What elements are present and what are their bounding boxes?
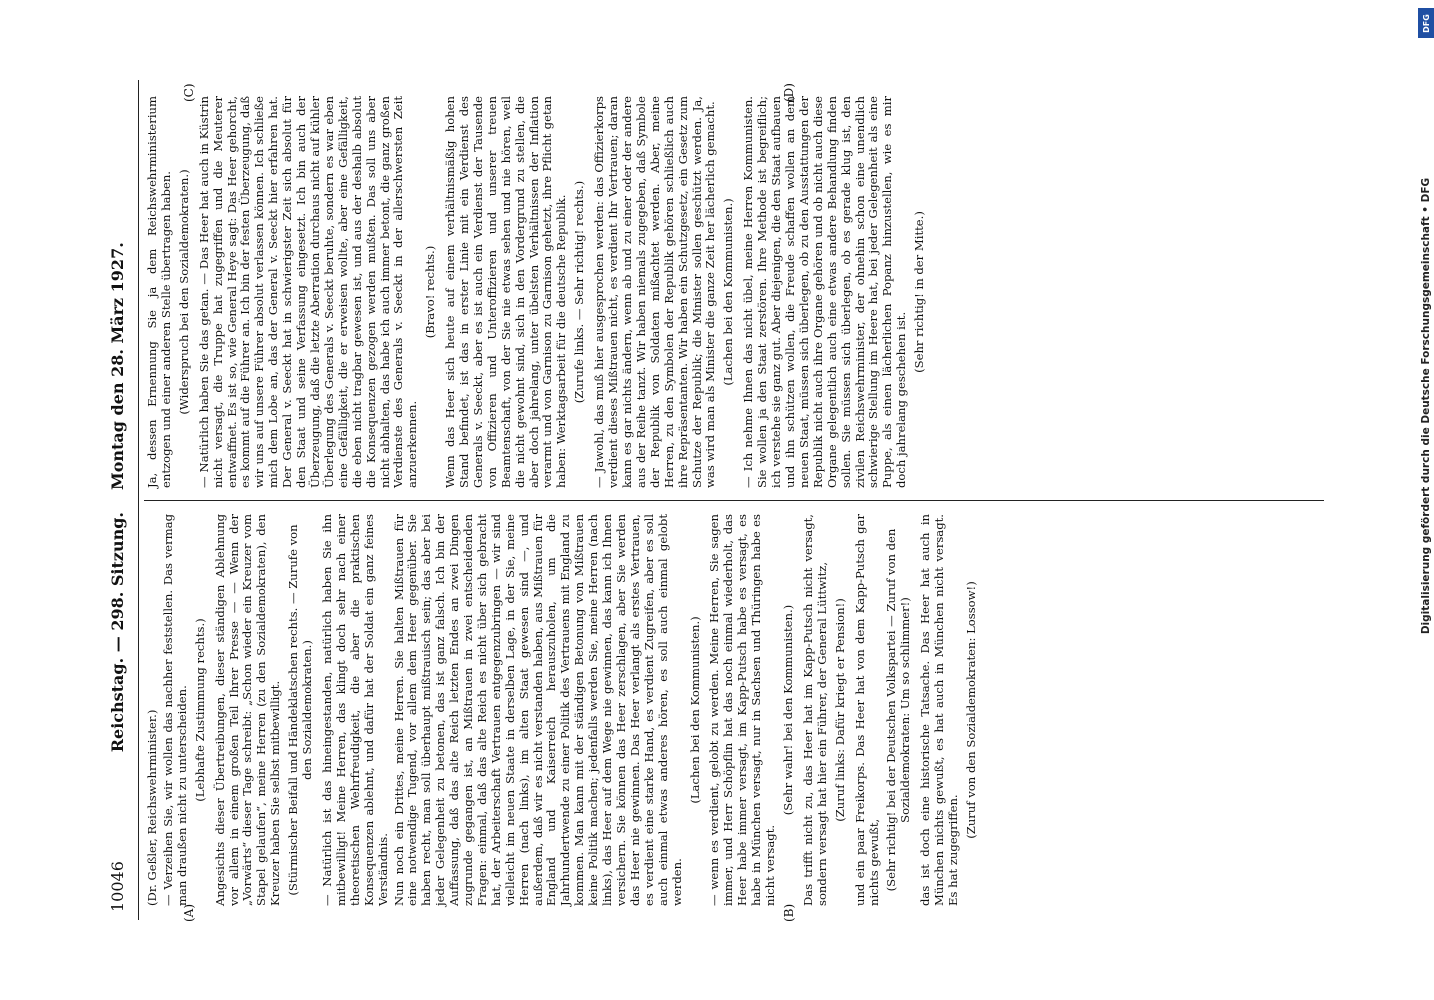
paragraph: Angesichts dieser Übertreibungen, dieser ständigen Ablehnung vor allem in einem großen Teil Ihrer Presse — — Wenn der „Vorwärts“ dieser Tage schreibt: „Schon wieder ein Kreuzer vom Stapel gelaufen“, meine Herren (zu den Sozialdemokraten), den Kreuzer haben Sie selbst mitbewilligt. xyxy=(212,514,283,906)
paragraph: — Natürlich ist das hineingestanden, natürlich haben Sie ihn mitbewilligt! Meine Herren, das klingt doch sehr nach einer theoretischen Wehrfreudigkeit, die aber die praktischen Konsequenzen ablehnt, und dafür hat der Soldat ein ganz feines Verständnis. xyxy=(319,514,390,906)
interjection: (Sehr wahr! bei den Kommunisten.) xyxy=(780,604,795,816)
interjection: (Lebhafte Zustimmung rechts.) xyxy=(192,618,207,802)
interjection: (Zuruf von den Sozialdemokraten: Lossow!) xyxy=(963,581,978,839)
right-column xyxy=(146,96,933,488)
header-rule xyxy=(138,80,139,920)
margin-mark-a: (A) xyxy=(182,903,196,922)
paragraph: Ja, dessen Ernennung Sie ja dem Reichswehrministerium entzogen und einer anderen Stelle übertragen haben. xyxy=(145,96,173,488)
interjection: (Widerspruch bei den Sozialdemokraten.) xyxy=(176,169,191,415)
interjection: (Lachen bei den Kommunisten.) xyxy=(721,198,736,386)
interjection: (Stürmischer Beifall und Händeklatschen rechts. — Zurufe von den Sozialdemokraten.) xyxy=(286,524,315,896)
margin-mark-b: (B) xyxy=(782,903,796,922)
interjection: (Sehr richtig! in der Mitte.) xyxy=(912,211,927,373)
paragraph: — Jawohl, das muß hier ausgesprochen werden: das Offizierkorps verdient dieses Mißtrauen nicht, es verdient Ihr Vertrauen; daran kann es gar nichts ändern, wenn ab und zu einer oder der andere aus der Reihe tanzt. Wir haben niemals zugegeben, daß Symbole der Republik von Soldaten mißachtet werden. Aber, meine Herren, zu den Symbolen der Republik gehören schließlich auch ihre Repräsentanten. Wir haben ein Schutzgesetz, ein Gesetz zum Schutze der Republik; die Minister sollen geschützt werden. Ja, was wird man als Minister die ganze Zeit her lächerlich gemacht. xyxy=(592,96,718,488)
margin-mark-c: (C) xyxy=(182,83,196,102)
page-number: 10046 xyxy=(108,861,127,912)
paragraph: — Natürlich haben Sie das getan. — Das Heer hat auch in Küstrin nicht versagt, die Truppe hat zugegriffen und die Meuterer entwaffnet. Es ist so, wie General Heye sagt: Das Heer gehorcht, es kommt auf die Führer an. Ich bin der festen Überzeugung, daß wir uns auf unsere Führer absolut verlassen können. Ich schließe mich dem Lobe an, das der General v. Seeckt hier erfahren hat. Der General v. Seeckt hat in schwierigster Zeit sich absolut für den Staat und seine Verfassung eingesetzt. Ich bin auch der Überzeugung, daß die letzte Aberration durchaus nicht auf kühler Überlegung des Generals v. Seeckt beruhte, sondern es war eben eine Gefälligkeit, die er erweisen wollte, aber eine Gefälligkeit, die eben nicht tragbar gewesen ist, und aus der deshalb absolut die Konsequenzen gezogen werden mußten. Das soll uns aber nicht abhalten, das habe ich auch immer betont, die ganz großen Verdienste des Generals v. Seeckt in der allerschwersten Zeit anzuerkennen. xyxy=(196,96,420,488)
left-column xyxy=(146,514,985,906)
page-header xyxy=(102,80,142,920)
paragraph: Das trifft nicht zu, das Heer hat im Kapp-Putsch nicht versagt, sondern versagt hat hier ein Führer, der General Lüttwitz, xyxy=(800,514,829,906)
interjection: (Zuruf links: Dafür kriegt er Pension!) xyxy=(832,598,847,822)
paragraph: — Ich nehme Ihnen das nicht übel, meine Herren Kommunisten. Sie wollen ja den Staat zerstören. Ihre Methode ist begreiflich; ich verstehe sie ganz gut. Aber diejenigen, die den Staat aufbauen und ihn schützen wollen, die Freude schaffen wollen an dem neuen Staat, müssen sich überlegen, ob zu den Ausstattungen der Republik nicht auch ihre Organe gehören und ob nicht auch diese Organe gelegentlich auch eine etwas andere Behandlung finden sollen. Sie müssen sich überlegen, ob es gerade klug ist, den zivilen Reichswehrminister, der ohnehin schon eine unendlich schwierige Stellung im Heere hat, bei jeder Gelegenheit als eine Puppe, als einen lächerlichen Popanz hinzustellen, wie es mir doch jahrelang geschehen ist. xyxy=(741,96,909,488)
interjection: (Lachen bei den Kommunisten.) xyxy=(687,616,702,804)
attribution-text: Digitalisierung gefördert durch die Deutsche Forschungsgemeinschaft • DFG xyxy=(1420,177,1432,635)
paragraph: (Dr. Geßler, Reichswehrminister.) xyxy=(145,709,159,906)
paragraph: und ein paar Freikorps. Das Heer hat von dem Kapp-Putsch gar nichts gewußt, xyxy=(852,514,881,906)
margin-mark-d: (D) xyxy=(782,83,796,102)
interjection: (Zurufe links. — Sehr richtig! rechts.) xyxy=(572,180,587,404)
paragraph: — wenn es verdient, gelobt zu werden. Meine Herren, Sie sagen immer, und Herr Schöpflin hat das noch einmal wiederholt, das Heer habe immer versagt, im Kapp-Putsch habe es versagt, es habe in München versagt, nur in Sachsen und Thüringen habe es nicht versagt. xyxy=(707,514,778,906)
dfg-logo: DFG xyxy=(1418,8,1434,38)
paragraph: Wenn das Heer sich heute auf einem verhältnismäßig hohen Stand befindet, ist das in erster Linie mit ein Verdienst des Generals v. Seeckt, aber es ist auch ein Verdienst der Tausende von Offizieren und Unteroffizieren und unserer treuen Beamtenschaft, von der Sie nie etwas sehen und nie hören, weil die nicht gewohnt sind, sich in den Vordergrund zu stellen, die aber doch jahrelang, unter übelsten Verhältnissen der Inflation verarmt und von Garnison zu Garnison gehetzt, ihre Pflicht getan haben: Werktagsarbeit für die deutsche Republik. xyxy=(443,96,569,488)
paragraph: — Verzeihen Sie, wir wollen das nachher feststellen. Das vermag man draußen nicht zu unterscheiden. xyxy=(160,514,189,906)
left-running-title: Reichstag. — 298. Sitzung. xyxy=(108,512,127,753)
attribution-strip xyxy=(1415,8,1434,798)
column-divider xyxy=(144,500,1324,501)
rotated-page xyxy=(102,80,1332,920)
paragraph: das ist doch eine historische Tatsache. Das Heer hat auch in München nichts gewußt, es hat auch in München nicht versagt. Es hat zugegriffen. xyxy=(918,514,961,906)
interjection: (Bravo! rechts.) xyxy=(423,245,438,339)
right-running-title: Montag den 28. März 1927. xyxy=(108,242,127,490)
interjection: (Sehr richtig! bei der Deutschen Volkspartei — Zuruf von den Sozialdemokraten: Um so schlimmer!) xyxy=(884,528,913,892)
header-left xyxy=(108,512,127,912)
paragraph: Nun noch ein Drittes, meine Herren. Sie halten Mißtrauen für eine notwendige Tugend, vor allem dem Heer gegenüber. Sie haben recht, man soll überhaupt mißtrauisch sein; das aber bei jeder Gelegenheit zu betonen, das ist ganz falsch. Ich bin der Auffassung, daß das alte Reich letzten Endes an zwei Dingen zugrunde gegangen ist, an Mißtrauen in zwei entscheidenden Fragen: einmal, daß das alte Reich es nicht über sich gebracht hat, der Arbeiterschaft Vertrauen entgegenzubringen — wir sind vielleicht im neuen Staate in derselben Lage, in der Sie, meine Herren (nach links), im alten Staat gewesen sind —, und außerdem, daß wir es nicht verstanden haben, aus Mißtrauen für England und Kaiserreich herauszuholen, um die Jahrhundertwende zu einer Politik des Vertrauens mit England zu kommen. Man kann mit der ständigen Betonung von Mißtrauen keine Politik machen; jedenfalls werden Sie, meine Herren (nach links), das Heer auf dem Wege nie gewinnen, das kann ich Ihnen versichern. Sie können das Heer zerschlagen, aber Sie werden das Heer nie gewinnen. Das Heer verlangt als erstes Vertrauen, es verdient eine starke Hand, es verdient Zugreifen, aber es soll auch einmal etwas anderes hören, es soll auch einmal gelobt werden. xyxy=(391,514,684,906)
